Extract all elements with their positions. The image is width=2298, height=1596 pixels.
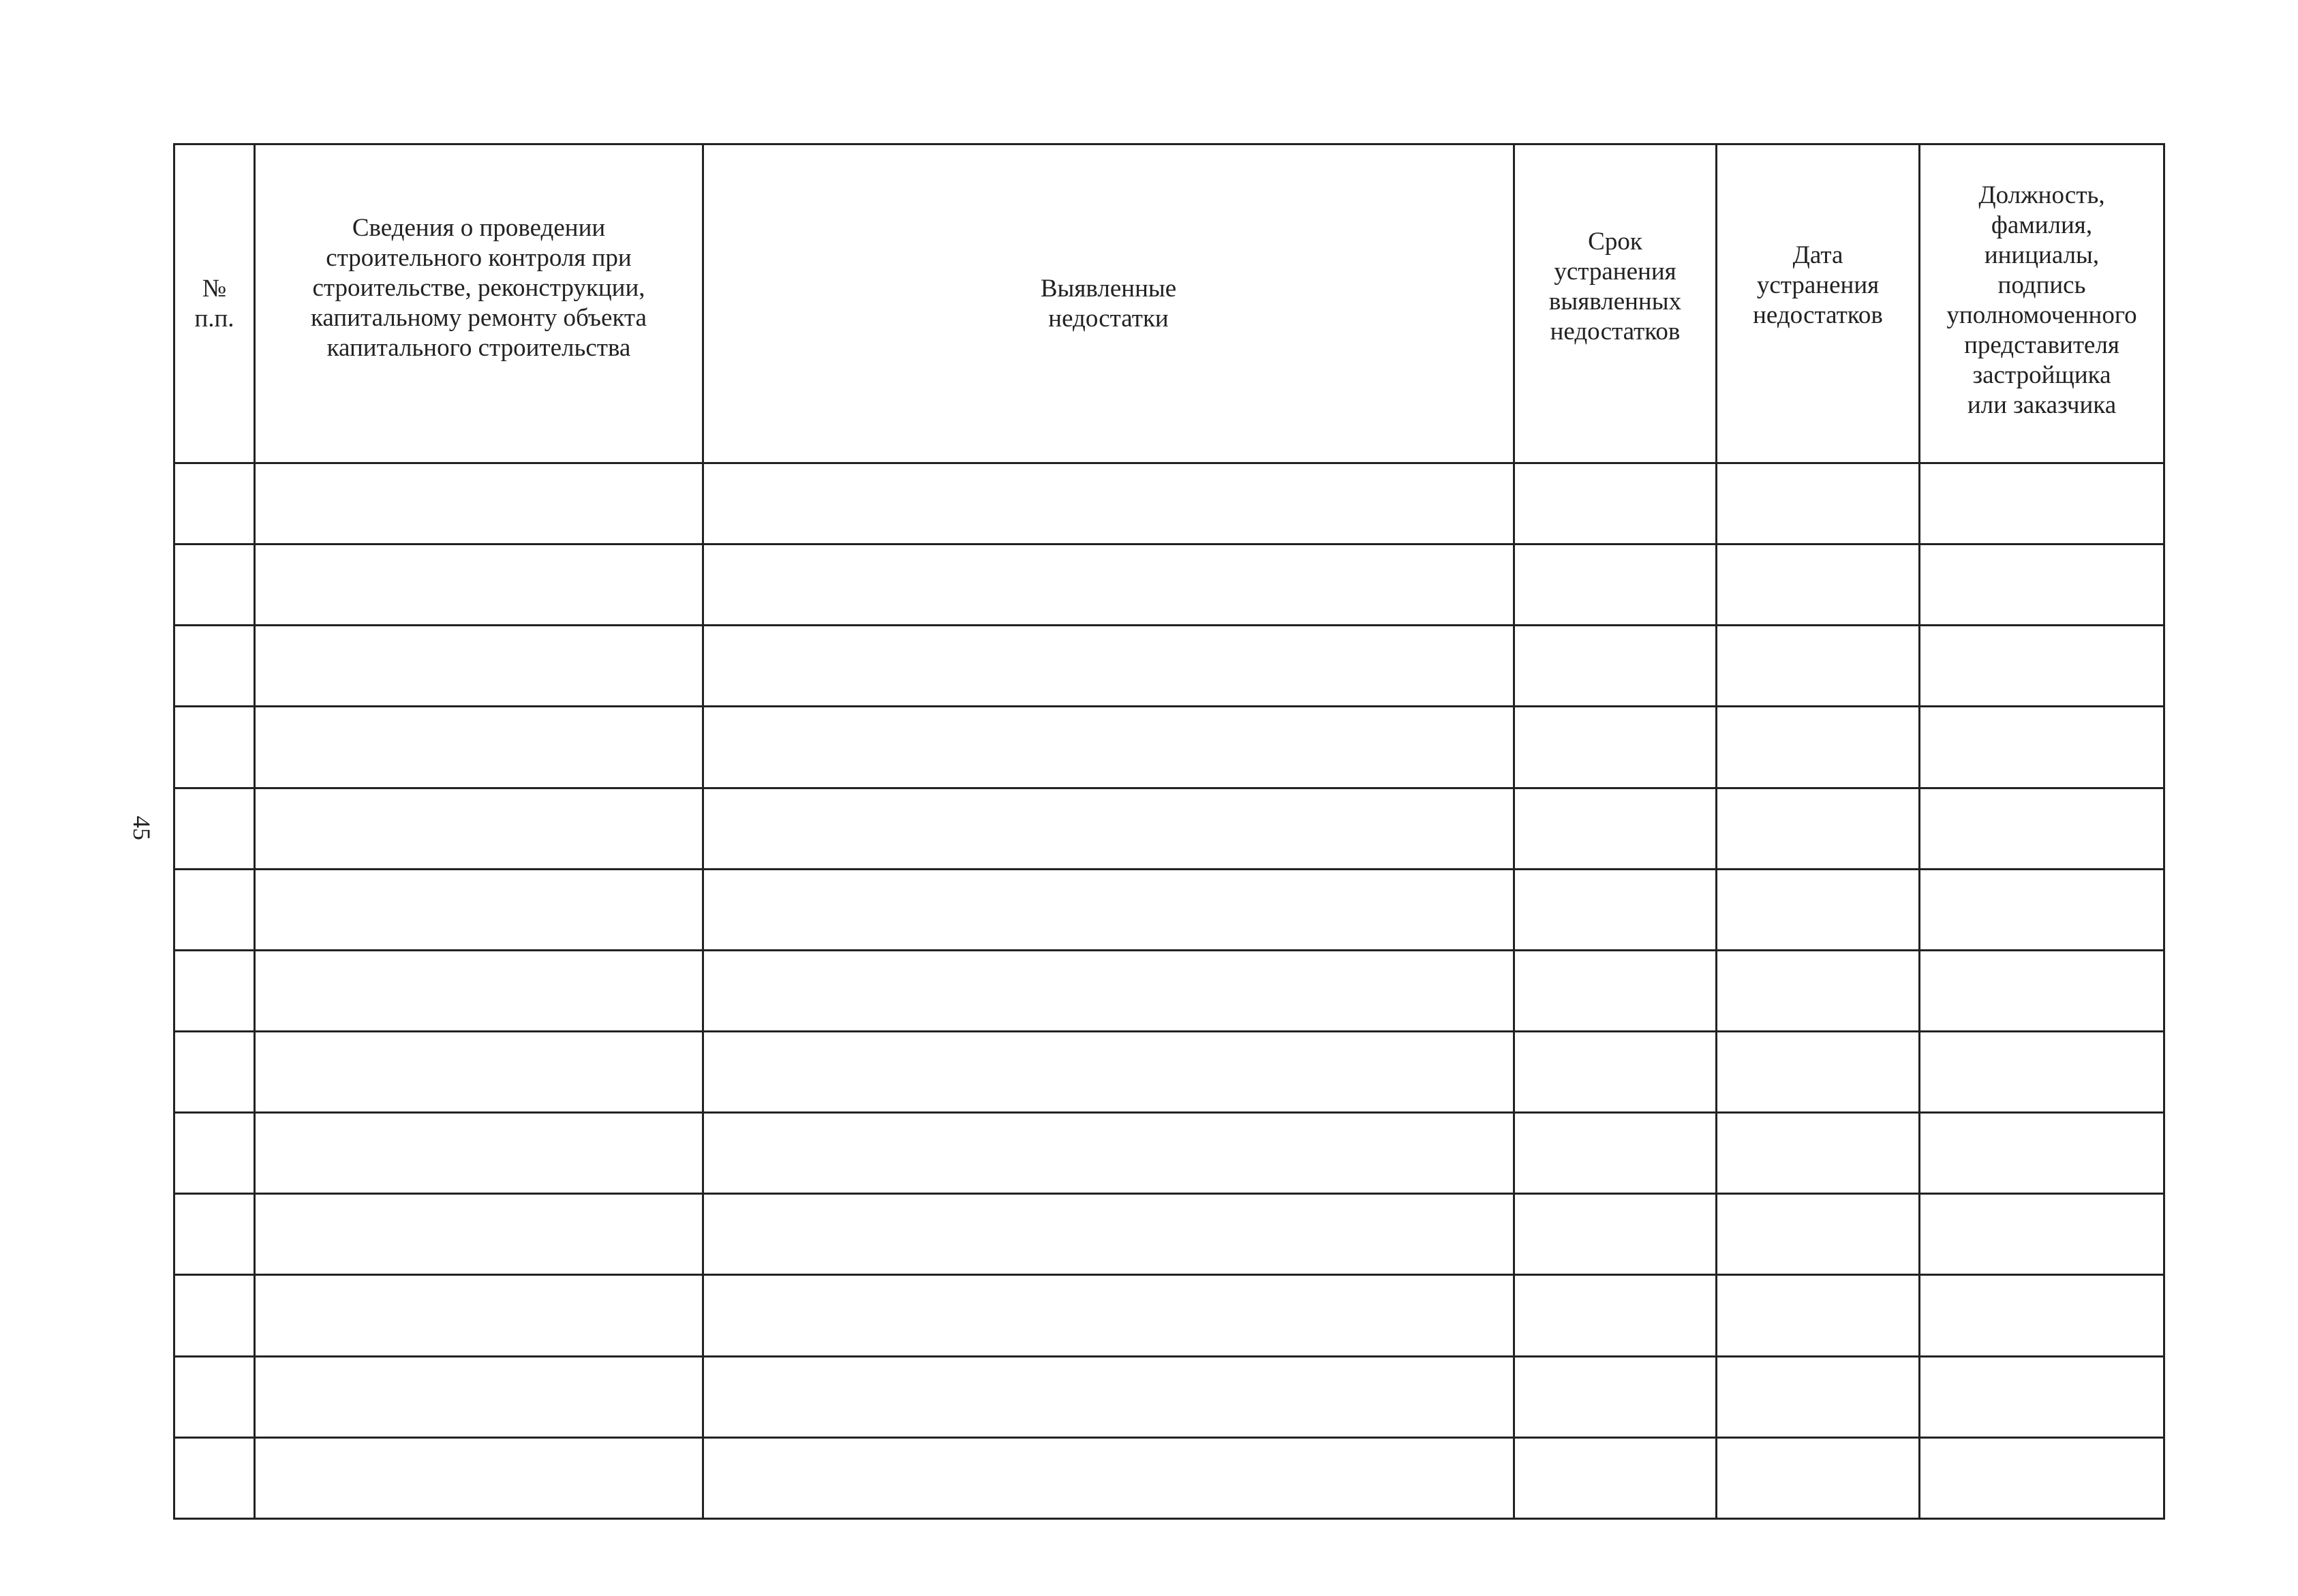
cell-deadline xyxy=(1514,950,1717,1031)
cell-number xyxy=(174,1031,255,1112)
cell-signatory xyxy=(1920,463,2164,544)
cell-fix-date xyxy=(1717,1031,1920,1112)
cell-deadline xyxy=(1514,788,1717,869)
cell-defects xyxy=(703,1437,1514,1518)
cell-control-info xyxy=(255,950,703,1031)
cell-control-info xyxy=(255,1194,703,1275)
cell-signatory xyxy=(1920,1194,2164,1275)
cell-fix-date xyxy=(1717,1275,1920,1356)
cell-fix-date xyxy=(1717,626,1920,707)
cell-signatory xyxy=(1920,1437,2164,1518)
table-row xyxy=(174,869,2164,950)
cell-signatory xyxy=(1920,869,2164,950)
table-row xyxy=(174,544,2164,626)
table-row xyxy=(174,1113,2164,1194)
cell-fix-date xyxy=(1717,1113,1920,1194)
table-row xyxy=(174,463,2164,544)
cell-control-info xyxy=(255,626,703,707)
cell-control-info xyxy=(255,544,703,626)
cell-deadline xyxy=(1514,1113,1717,1194)
cell-control-info xyxy=(255,707,703,788)
cell-control-info xyxy=(255,869,703,950)
cell-control-info xyxy=(255,1275,703,1356)
cell-fix-date xyxy=(1717,1356,1920,1437)
header-deadline-label: Срок устранения выявленных недостатков xyxy=(1548,228,1682,346)
header-number-label: № п.п. xyxy=(194,274,234,333)
cell-deadline xyxy=(1514,707,1717,788)
header-row xyxy=(174,144,2164,463)
cell-defects xyxy=(703,1031,1514,1112)
table-row xyxy=(174,1356,2164,1437)
cell-deadline xyxy=(1514,1275,1717,1356)
table-row xyxy=(174,1437,2164,1518)
table-row xyxy=(174,626,2164,707)
cell-defects xyxy=(703,1356,1514,1437)
cell-deadline xyxy=(1514,1356,1717,1437)
cell-number xyxy=(174,1113,255,1194)
cell-defects xyxy=(703,626,1514,707)
cell-control-info xyxy=(255,1356,703,1437)
cell-defects xyxy=(703,950,1514,1031)
cell-control-info xyxy=(255,1113,703,1194)
cell-fix-date xyxy=(1717,707,1920,788)
cell-control-info xyxy=(255,1031,703,1112)
header-defects xyxy=(703,144,1514,463)
cell-number xyxy=(174,1356,255,1437)
cell-control-info xyxy=(255,788,703,869)
cell-defects xyxy=(703,707,1514,788)
defects-form-table xyxy=(173,143,2165,1520)
cell-number xyxy=(174,544,255,626)
cell-number xyxy=(174,626,255,707)
cell-deadline xyxy=(1514,626,1717,707)
cell-number xyxy=(174,788,255,869)
cell-signatory xyxy=(1920,1275,2164,1356)
cell-signatory xyxy=(1920,626,2164,707)
header-signatory-label: Должность, фамилия, инициалы, подпись уполномоченного представителя застройщика или заказчика xyxy=(1946,181,2137,419)
cell-signatory xyxy=(1920,1113,2164,1194)
table-row xyxy=(174,1031,2164,1112)
page-number: 45 xyxy=(128,816,155,840)
cell-number xyxy=(174,1194,255,1275)
cell-fix-date xyxy=(1717,788,1920,869)
cell-defects xyxy=(703,463,1514,544)
cell-fix-date xyxy=(1717,544,1920,626)
cell-defects xyxy=(703,869,1514,950)
cell-fix-date xyxy=(1717,869,1920,950)
cell-number xyxy=(174,463,255,544)
cell-signatory xyxy=(1920,788,2164,869)
cell-deadline xyxy=(1514,869,1717,950)
cell-deadline xyxy=(1514,544,1717,626)
cell-fix-date xyxy=(1717,463,1920,544)
header-control-info xyxy=(255,144,703,463)
table-row xyxy=(174,788,2164,869)
cell-number xyxy=(174,1275,255,1356)
cell-signatory xyxy=(1920,544,2164,626)
cell-number xyxy=(174,869,255,950)
cell-defects xyxy=(703,1194,1514,1275)
cell-signatory xyxy=(1920,707,2164,788)
cell-defects xyxy=(703,1275,1514,1356)
cell-number xyxy=(174,1437,255,1518)
cell-signatory xyxy=(1920,1031,2164,1112)
table-body xyxy=(174,463,2164,1519)
table-row xyxy=(174,707,2164,788)
cell-signatory xyxy=(1920,950,2164,1031)
cell-control-info xyxy=(255,463,703,544)
header-fix-date-label: Дата устранения недостатков xyxy=(1753,241,1883,329)
cell-fix-date xyxy=(1717,1194,1920,1275)
cell-deadline xyxy=(1514,1194,1717,1275)
header-deadline xyxy=(1514,144,1717,463)
table-row xyxy=(174,1194,2164,1275)
cell-fix-date xyxy=(1717,950,1920,1031)
cell-number xyxy=(174,707,255,788)
cell-number xyxy=(174,950,255,1031)
cell-deadline xyxy=(1514,463,1717,544)
table-row xyxy=(174,950,2164,1031)
header-number xyxy=(174,144,255,463)
cell-deadline xyxy=(1514,1437,1717,1518)
header-signatory xyxy=(1920,144,2164,463)
cell-defects xyxy=(703,544,1514,626)
header-defects-label: Выявленные недостатки xyxy=(1040,274,1177,333)
header-control-info-label: Сведения о проведении строительного контроля при строительстве, реконструкции, капитальному ремонту объекта капитального строительства xyxy=(311,214,647,362)
cell-signatory xyxy=(1920,1356,2164,1437)
cell-control-info xyxy=(255,1437,703,1518)
header-fix-date xyxy=(1717,144,1920,463)
cell-deadline xyxy=(1514,1031,1717,1112)
cell-fix-date xyxy=(1717,1437,1920,1518)
cell-defects xyxy=(703,788,1514,869)
cell-defects xyxy=(703,1113,1514,1194)
table-row xyxy=(174,1275,2164,1356)
